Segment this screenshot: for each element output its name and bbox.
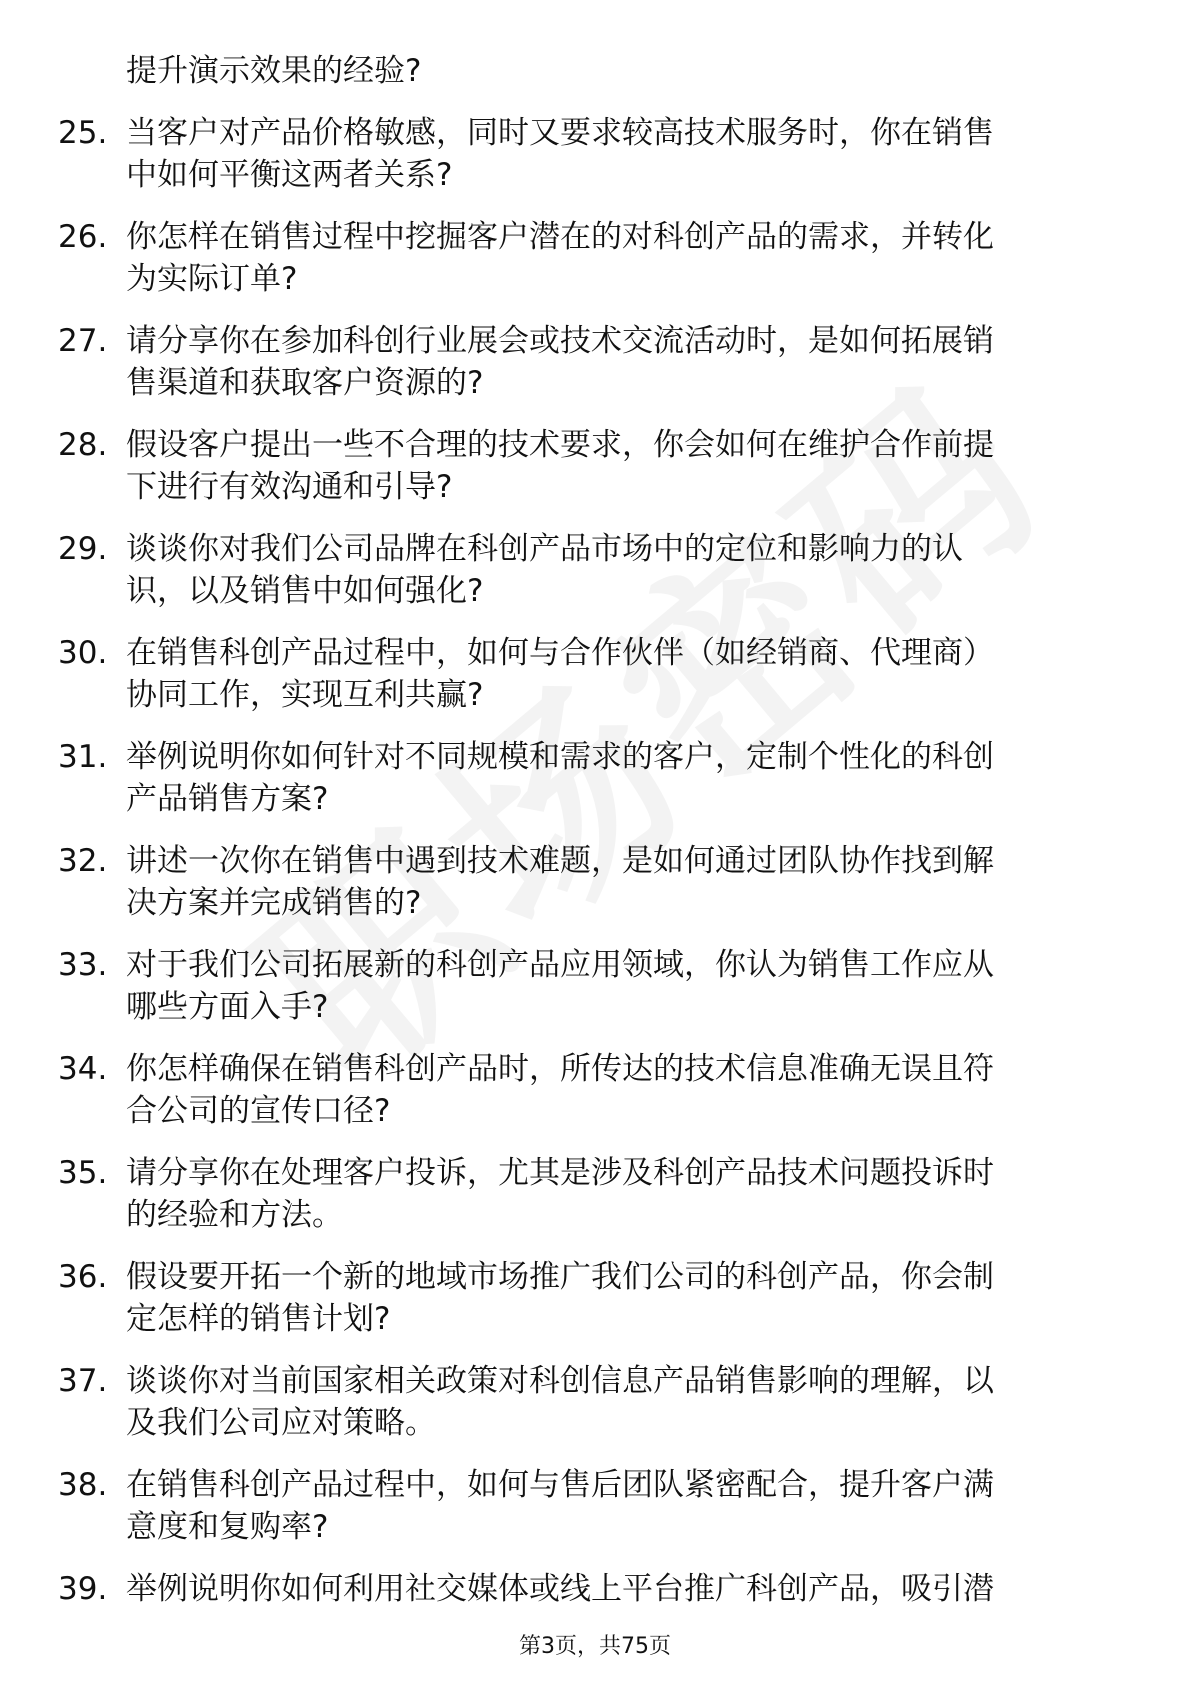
- question-number: 30.: [58, 635, 108, 671]
- question-text-line: 在销售科创产品过程中，如何与合作伙伴（如经销商、代理商）: [126, 635, 994, 671]
- question-text-line: 合公司的宣传口径?: [126, 1093, 391, 1129]
- question-text-line: 中如何平衡这两者关系?: [126, 157, 453, 193]
- question-text-line: 讲述一次你在销售中遇到技术难题，是如何通过团队协作找到解: [126, 843, 994, 879]
- question-text: [126, 216, 1106, 300]
- question-text: [126, 736, 1106, 820]
- question-number: 31.: [58, 739, 108, 775]
- question-number: 32.: [58, 843, 108, 879]
- question-text-line: 在销售科创产品过程中，如何与售后团队紧密配合，提升客户满: [126, 1467, 994, 1503]
- question-text-line: 举例说明你如何利用社交媒体或线上平台推广科创产品，吸引潜: [126, 1571, 994, 1607]
- question-text: [126, 50, 1106, 92]
- question-text: [126, 1464, 1106, 1548]
- question-text: [126, 632, 1106, 716]
- question-number: 38.: [58, 1467, 108, 1503]
- question-text-line: 协同工作，实现互利共赢?: [126, 677, 484, 713]
- question-text-line: 谈谈你对当前国家相关政策对科创信息产品销售影响的理解，以: [126, 1363, 994, 1399]
- question-text: [126, 320, 1106, 404]
- question-text-line: 举例说明你如何针对不同规模和需求的客户，定制个性化的科创: [126, 739, 994, 775]
- question-text: [126, 112, 1106, 196]
- page-footer: 第3页，共75页: [519, 1634, 671, 1659]
- question-text-line: 你怎样确保在销售科创产品时，所传达的技术信息准确无误且符: [126, 1051, 994, 1087]
- question-number: 34.: [58, 1051, 108, 1087]
- question-text: [126, 840, 1106, 924]
- question-text-line: 及我们公司应对策略。: [126, 1405, 436, 1441]
- question-text-line: 假设客户提出一些不合理的技术要求，你会如何在维护合作前提: [126, 427, 994, 463]
- question-number: 35.: [58, 1155, 108, 1191]
- question-text: [126, 528, 1106, 612]
- question-number: 28.: [58, 427, 108, 463]
- question-text-line: 请分享你在参加科创行业展会或技术交流活动时，是如何拓展销: [126, 323, 994, 359]
- question-text: [126, 424, 1106, 508]
- question-text: [126, 1360, 1106, 1444]
- question-text-line: 提升演示效果的经验?: [126, 53, 422, 89]
- question-text-line: 意度和复购率?: [126, 1509, 329, 1545]
- question-number: 39.: [58, 1571, 108, 1607]
- question-number: 36.: [58, 1259, 108, 1295]
- question-text: [126, 944, 1106, 1028]
- question-text-line: 哪些方面入手?: [126, 989, 329, 1025]
- question-text-line: 假设要开拓一个新的地域市场推广我们公司的科创产品，你会制: [126, 1259, 994, 1295]
- question-text-line: 下进行有效沟通和引导?: [126, 469, 453, 505]
- question-number: 29.: [58, 531, 108, 567]
- question-text-line: 的经验和方法。: [126, 1197, 343, 1233]
- question-text-line: 为实际订单?: [126, 261, 298, 297]
- question-number: 25.: [58, 115, 108, 151]
- question-text-line: 你怎样在销售过程中挖掘客户潜在的对科创产品的需求，并转化: [126, 219, 994, 255]
- question-number: 26.: [58, 219, 108, 255]
- question-text: [126, 1256, 1106, 1340]
- question-text-line: 产品销售方案?: [126, 781, 329, 817]
- question-text-line: 请分享你在处理客户投诉，尤其是涉及科创产品技术问题投诉时: [126, 1155, 994, 1191]
- question-text-line: 谈谈你对我们公司品牌在科创产品市场中的定位和影响力的认: [126, 531, 963, 567]
- question-number: 33.: [58, 947, 108, 983]
- question-number: 37.: [58, 1363, 108, 1399]
- question-text-line: 定怎样的销售计划?: [126, 1301, 391, 1337]
- question-text-line: 识，以及销售中如何强化?: [126, 573, 484, 609]
- question-text-line: 对于我们公司拓展新的科创产品应用领域，你认为销售工作应从: [126, 947, 994, 983]
- question-text: [126, 1048, 1106, 1132]
- question-text-line: 决方案并完成销售的?: [126, 885, 422, 921]
- question-text-line: 当客户对产品价格敏感，同时又要求较高技术服务时，你在销售: [126, 115, 994, 151]
- question-text: [126, 1152, 1106, 1236]
- question-number: 27.: [58, 323, 108, 359]
- question-text: [126, 1568, 1106, 1610]
- question-text-line: 售渠道和获取客户资源的?: [126, 365, 484, 401]
